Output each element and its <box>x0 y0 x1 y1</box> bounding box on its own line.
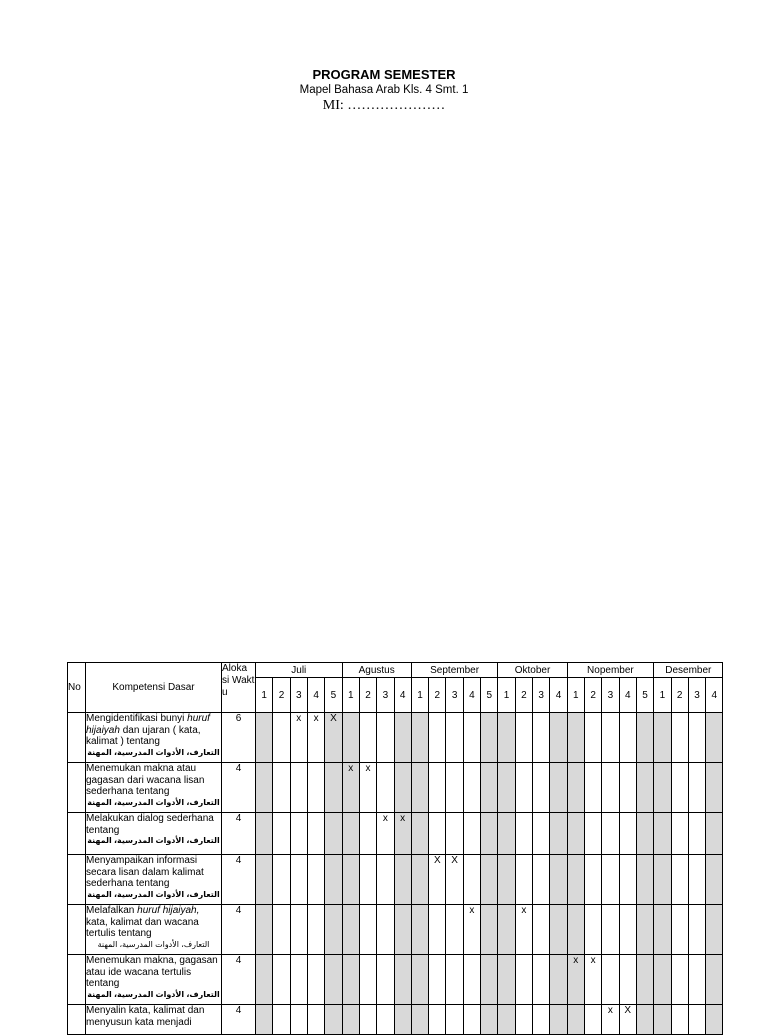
week-cell <box>273 763 290 813</box>
week-header: 1 <box>567 678 584 713</box>
row-number-cell <box>68 713 86 763</box>
week-cell <box>256 955 273 1005</box>
week-cell <box>688 955 705 1005</box>
week-cell <box>636 855 653 905</box>
week-cell: x <box>394 813 411 855</box>
week-cell <box>411 855 428 905</box>
week-cell <box>654 713 671 763</box>
week-cell <box>342 905 359 955</box>
table-row <box>68 763 723 813</box>
school-name-line: MI: ………………… <box>322 98 446 113</box>
week-cell <box>325 855 342 905</box>
week-cell <box>636 813 653 855</box>
week-cell <box>307 1005 324 1035</box>
week-cell <box>602 855 619 905</box>
table-row <box>68 905 723 955</box>
week-cell <box>671 713 688 763</box>
week-cell <box>377 763 394 813</box>
week-cell <box>706 905 723 955</box>
week-cell <box>481 713 498 763</box>
week-cell <box>602 813 619 855</box>
week-cell <box>342 955 359 1005</box>
week-cell <box>325 763 342 813</box>
month-header: September <box>411 663 498 678</box>
week-cell <box>307 905 324 955</box>
week-header: 1 <box>411 678 428 713</box>
month-header: Desember <box>654 663 723 678</box>
week-cell <box>411 905 428 955</box>
alokasi-header: Aloka si Wakt u <box>222 663 256 713</box>
week-cell <box>256 713 273 763</box>
week-cell <box>533 813 550 855</box>
arabic-topics-text: التعارف، الأدوات المدرسية، المهنة <box>87 797 220 807</box>
week-cell <box>446 905 463 955</box>
week-cell <box>307 813 324 855</box>
week-cell <box>273 713 290 763</box>
week-cell <box>394 955 411 1005</box>
alokasi-cell: 6 <box>222 713 256 763</box>
week-cell <box>463 763 480 813</box>
kompetensi-cell: Melakukan dialog sederhana tentang التعارف، الأدوات المدرسية، المهنة <box>86 813 222 855</box>
week-header: 1 <box>256 678 273 713</box>
semester-program-table <box>67 662 723 1035</box>
week-header: 1 <box>342 678 359 713</box>
table-row <box>68 1005 723 1035</box>
week-cell <box>533 905 550 955</box>
kompetensi-cell: Menemukan makna, gagasan atau ide wacana tertulis tentang التعارف، الأدوات المدرسية، المهنة <box>86 955 222 1005</box>
week-cell <box>481 1005 498 1035</box>
week-header: 2 <box>359 678 376 713</box>
week-header: 2 <box>429 678 446 713</box>
week-cell <box>290 1005 307 1035</box>
alokasi-cell: 4 <box>222 813 256 855</box>
week-cell <box>463 813 480 855</box>
week-cell <box>290 955 307 1005</box>
week-cell <box>359 713 376 763</box>
week-cell: X <box>446 855 463 905</box>
week-cell <box>584 713 601 763</box>
week-header: 5 <box>325 678 342 713</box>
week-cell <box>706 813 723 855</box>
week-cell <box>671 813 688 855</box>
week-header: 1 <box>654 678 671 713</box>
week-cell <box>706 855 723 905</box>
week-cell <box>411 813 428 855</box>
week-cell <box>688 855 705 905</box>
week-cell <box>706 763 723 813</box>
week-header: 3 <box>533 678 550 713</box>
arabic-topics-text: التعارف، الأدوات المدرسية، المهنة <box>97 939 210 949</box>
week-cell <box>411 763 428 813</box>
week-cell <box>359 813 376 855</box>
week-header: 3 <box>290 678 307 713</box>
week-cell <box>550 855 567 905</box>
week-cell <box>463 955 480 1005</box>
week-cell <box>481 763 498 813</box>
week-header: 3 <box>688 678 705 713</box>
arabic-topics-text: التعارف، الأدوات المدرسية، المهنة <box>87 836 220 845</box>
week-cell <box>602 713 619 763</box>
week-cell <box>325 905 342 955</box>
week-cell <box>567 813 584 855</box>
week-cell <box>567 763 584 813</box>
week-cell <box>706 955 723 1005</box>
month-header: Agustus <box>342 663 411 678</box>
week-cell <box>273 905 290 955</box>
week-cell <box>688 905 705 955</box>
week-cell <box>533 1005 550 1035</box>
week-header: 3 <box>446 678 463 713</box>
week-cell <box>290 905 307 955</box>
week-cell <box>619 763 636 813</box>
week-cell <box>671 855 688 905</box>
week-cell <box>394 763 411 813</box>
row-number-cell <box>68 763 86 813</box>
week-cell <box>290 855 307 905</box>
week-cell: x <box>307 713 324 763</box>
week-cell <box>307 955 324 1005</box>
week-cell <box>342 1005 359 1035</box>
week-header: 3 <box>377 678 394 713</box>
alokasi-cell: 4 <box>222 855 256 905</box>
week-cell <box>619 905 636 955</box>
week-cell <box>584 855 601 905</box>
week-cell <box>533 955 550 1005</box>
week-cell <box>688 1005 705 1035</box>
week-cell <box>533 855 550 905</box>
week-cell <box>481 905 498 955</box>
week-cell <box>584 905 601 955</box>
week-cell <box>515 813 532 855</box>
week-cell: X <box>325 713 342 763</box>
week-cell <box>619 855 636 905</box>
row-number-cell <box>68 905 86 955</box>
week-cell <box>256 813 273 855</box>
week-cell <box>533 763 550 813</box>
week-cell <box>636 763 653 813</box>
week-header: 5 <box>481 678 498 713</box>
page-title: PROGRAM SEMESTER <box>312 67 456 82</box>
week-cell <box>515 1005 532 1035</box>
week-cell: x <box>359 763 376 813</box>
week-cell: x <box>567 955 584 1005</box>
week-header: 1 <box>498 678 515 713</box>
week-cell <box>671 763 688 813</box>
week-cell <box>463 1005 480 1035</box>
week-cell <box>636 1005 653 1035</box>
page-subtitle: Mapel Bahasa Arab Kls. 4 Smt. 1 <box>299 84 469 96</box>
week-cell <box>290 813 307 855</box>
week-cell <box>377 855 394 905</box>
kompetensi-cell: Menyampaikan informasi secara lisan dalam kalimat sederhana tentang التعارف، الأدوات المدرسية، المهنة <box>86 855 222 905</box>
week-cell <box>550 813 567 855</box>
week-cell <box>602 763 619 813</box>
week-cell <box>429 763 446 813</box>
week-cell <box>481 855 498 905</box>
week-cell <box>584 1005 601 1035</box>
week-cell <box>515 763 532 813</box>
week-cell <box>446 1005 463 1035</box>
week-cell <box>688 813 705 855</box>
week-cell <box>394 1005 411 1035</box>
week-cell <box>481 955 498 1005</box>
week-cell <box>359 905 376 955</box>
row-number-cell <box>68 955 86 1005</box>
week-cell <box>377 713 394 763</box>
week-cell <box>515 955 532 1005</box>
week-cell <box>256 763 273 813</box>
week-header: 4 <box>463 678 480 713</box>
week-cell: x <box>515 905 532 955</box>
alokasi-cell: 4 <box>222 763 256 813</box>
week-cell <box>533 713 550 763</box>
row-number-cell <box>68 855 86 905</box>
month-header: Juli <box>256 663 343 678</box>
week-cell: x <box>377 813 394 855</box>
week-cell <box>550 1005 567 1035</box>
week-cell <box>688 713 705 763</box>
table-row <box>68 955 723 1005</box>
week-cell <box>619 813 636 855</box>
week-cell <box>636 955 653 1005</box>
week-cell <box>359 855 376 905</box>
week-cell <box>377 955 394 1005</box>
week-cell <box>602 955 619 1005</box>
week-cell <box>584 813 601 855</box>
week-header: 4 <box>307 678 324 713</box>
week-cell <box>567 855 584 905</box>
week-cell <box>342 813 359 855</box>
week-header: 4 <box>394 678 411 713</box>
week-cell <box>567 1005 584 1035</box>
week-cell <box>550 713 567 763</box>
week-cell <box>498 905 515 955</box>
week-cell <box>411 713 428 763</box>
week-cell <box>567 713 584 763</box>
kompetensi-cell: Menemukan makna atau gagasan dari wacana lisan sederhana tentang التعارف، الأدوات المدرسية، المهنة <box>86 763 222 813</box>
week-cell: X <box>429 855 446 905</box>
week-cell <box>394 855 411 905</box>
week-cell: x <box>584 955 601 1005</box>
month-header: Oktober <box>498 663 567 678</box>
kompetensi-cell: Melafalkan huruf hijaiyah, kata, kalimat dan wacana tertulis tentang التعارف، الأدوات المدرسية، المهنة <box>86 905 222 955</box>
week-cell <box>463 713 480 763</box>
week-cell <box>550 955 567 1005</box>
week-cell <box>359 955 376 1005</box>
arabic-topics-text: التعارف، الأدوات المدرسية، المهنة <box>87 889 220 899</box>
week-cell <box>498 855 515 905</box>
table-row <box>68 713 723 763</box>
week-cell <box>688 763 705 813</box>
week-cell <box>273 1005 290 1035</box>
week-cell <box>463 855 480 905</box>
week-cell <box>273 955 290 1005</box>
week-cell <box>446 763 463 813</box>
alokasi-cell: 4 <box>222 955 256 1005</box>
week-cell <box>515 713 532 763</box>
week-cell <box>411 955 428 1005</box>
week-cell <box>602 905 619 955</box>
week-cell <box>256 905 273 955</box>
kompetensi-cell: Menyalin kata, kalimat dan menyusun kata menjadi <box>86 1005 222 1035</box>
week-header: 3 <box>602 678 619 713</box>
week-cell <box>325 955 342 1005</box>
week-cell <box>307 763 324 813</box>
week-cell <box>325 1005 342 1035</box>
no-header: No <box>68 663 86 713</box>
table-row <box>68 855 723 905</box>
week-cell <box>654 955 671 1005</box>
week-cell <box>429 713 446 763</box>
week-header: 2 <box>273 678 290 713</box>
week-cell <box>256 1005 273 1035</box>
week-cell <box>394 713 411 763</box>
week-cell <box>342 855 359 905</box>
week-cell <box>654 855 671 905</box>
week-cell <box>342 713 359 763</box>
week-cell <box>307 855 324 905</box>
week-cell <box>671 905 688 955</box>
week-cell <box>498 955 515 1005</box>
week-cell <box>654 905 671 955</box>
table-row <box>68 813 723 855</box>
week-cell <box>325 813 342 855</box>
week-cell: X <box>619 1005 636 1035</box>
week-cell <box>619 713 636 763</box>
kompetensi-header: Kompetensi Dasar <box>86 663 222 713</box>
week-cell <box>550 763 567 813</box>
week-header: 2 <box>584 678 601 713</box>
week-cell <box>706 1005 723 1035</box>
alokasi-cell: 4 <box>222 1005 256 1035</box>
week-cell <box>654 1005 671 1035</box>
week-cell <box>671 1005 688 1035</box>
week-cell <box>290 763 307 813</box>
week-cell <box>567 905 584 955</box>
week-cell <box>377 905 394 955</box>
week-cell <box>273 813 290 855</box>
arabic-topics-text: التعارف، الأدوات المدرسية، المهنة <box>87 989 220 999</box>
week-cell <box>429 955 446 1005</box>
alokasi-cell: 4 <box>222 905 256 955</box>
week-header: 4 <box>550 678 567 713</box>
month-header-row <box>68 663 723 678</box>
week-cell <box>636 905 653 955</box>
week-cell <box>256 855 273 905</box>
week-cell <box>619 955 636 1005</box>
week-cell: x <box>602 1005 619 1035</box>
week-cell <box>273 855 290 905</box>
week-header: 2 <box>515 678 532 713</box>
week-cell <box>411 1005 428 1035</box>
kompetensi-cell: Mengidentifikasi bunyi huruf hijaiyah dan ujaran ( kata, kalimat ) tentang التعارف، الأدوات المدرسية، المهنة <box>86 713 222 763</box>
week-header: 5 <box>636 678 653 713</box>
week-cell: x <box>290 713 307 763</box>
row-number-cell <box>68 813 86 855</box>
week-cell <box>446 813 463 855</box>
week-cell: x <box>342 763 359 813</box>
week-cell <box>429 813 446 855</box>
week-header: 4 <box>619 678 636 713</box>
week-cell <box>498 813 515 855</box>
week-cell <box>515 855 532 905</box>
week-cell <box>498 763 515 813</box>
week-cell <box>550 905 567 955</box>
week-cell <box>446 713 463 763</box>
week-cell <box>498 1005 515 1035</box>
week-cell <box>584 763 601 813</box>
week-cell <box>671 955 688 1005</box>
week-header: 4 <box>706 678 723 713</box>
arabic-topics-text: التعارف، الأدوات المدرسية، المهنة <box>87 747 220 757</box>
week-cell <box>429 905 446 955</box>
month-header: Nopember <box>567 663 654 678</box>
week-cell <box>498 713 515 763</box>
week-header: 2 <box>671 678 688 713</box>
week-cell <box>481 813 498 855</box>
week-cell <box>394 905 411 955</box>
week-cell <box>636 713 653 763</box>
row-number-cell <box>68 1005 86 1035</box>
week-cell <box>446 955 463 1005</box>
week-cell <box>654 813 671 855</box>
week-cell <box>654 763 671 813</box>
week-cell: x <box>463 905 480 955</box>
week-cell <box>706 713 723 763</box>
week-cell <box>359 1005 376 1035</box>
week-cell <box>429 1005 446 1035</box>
week-cell <box>377 1005 394 1035</box>
